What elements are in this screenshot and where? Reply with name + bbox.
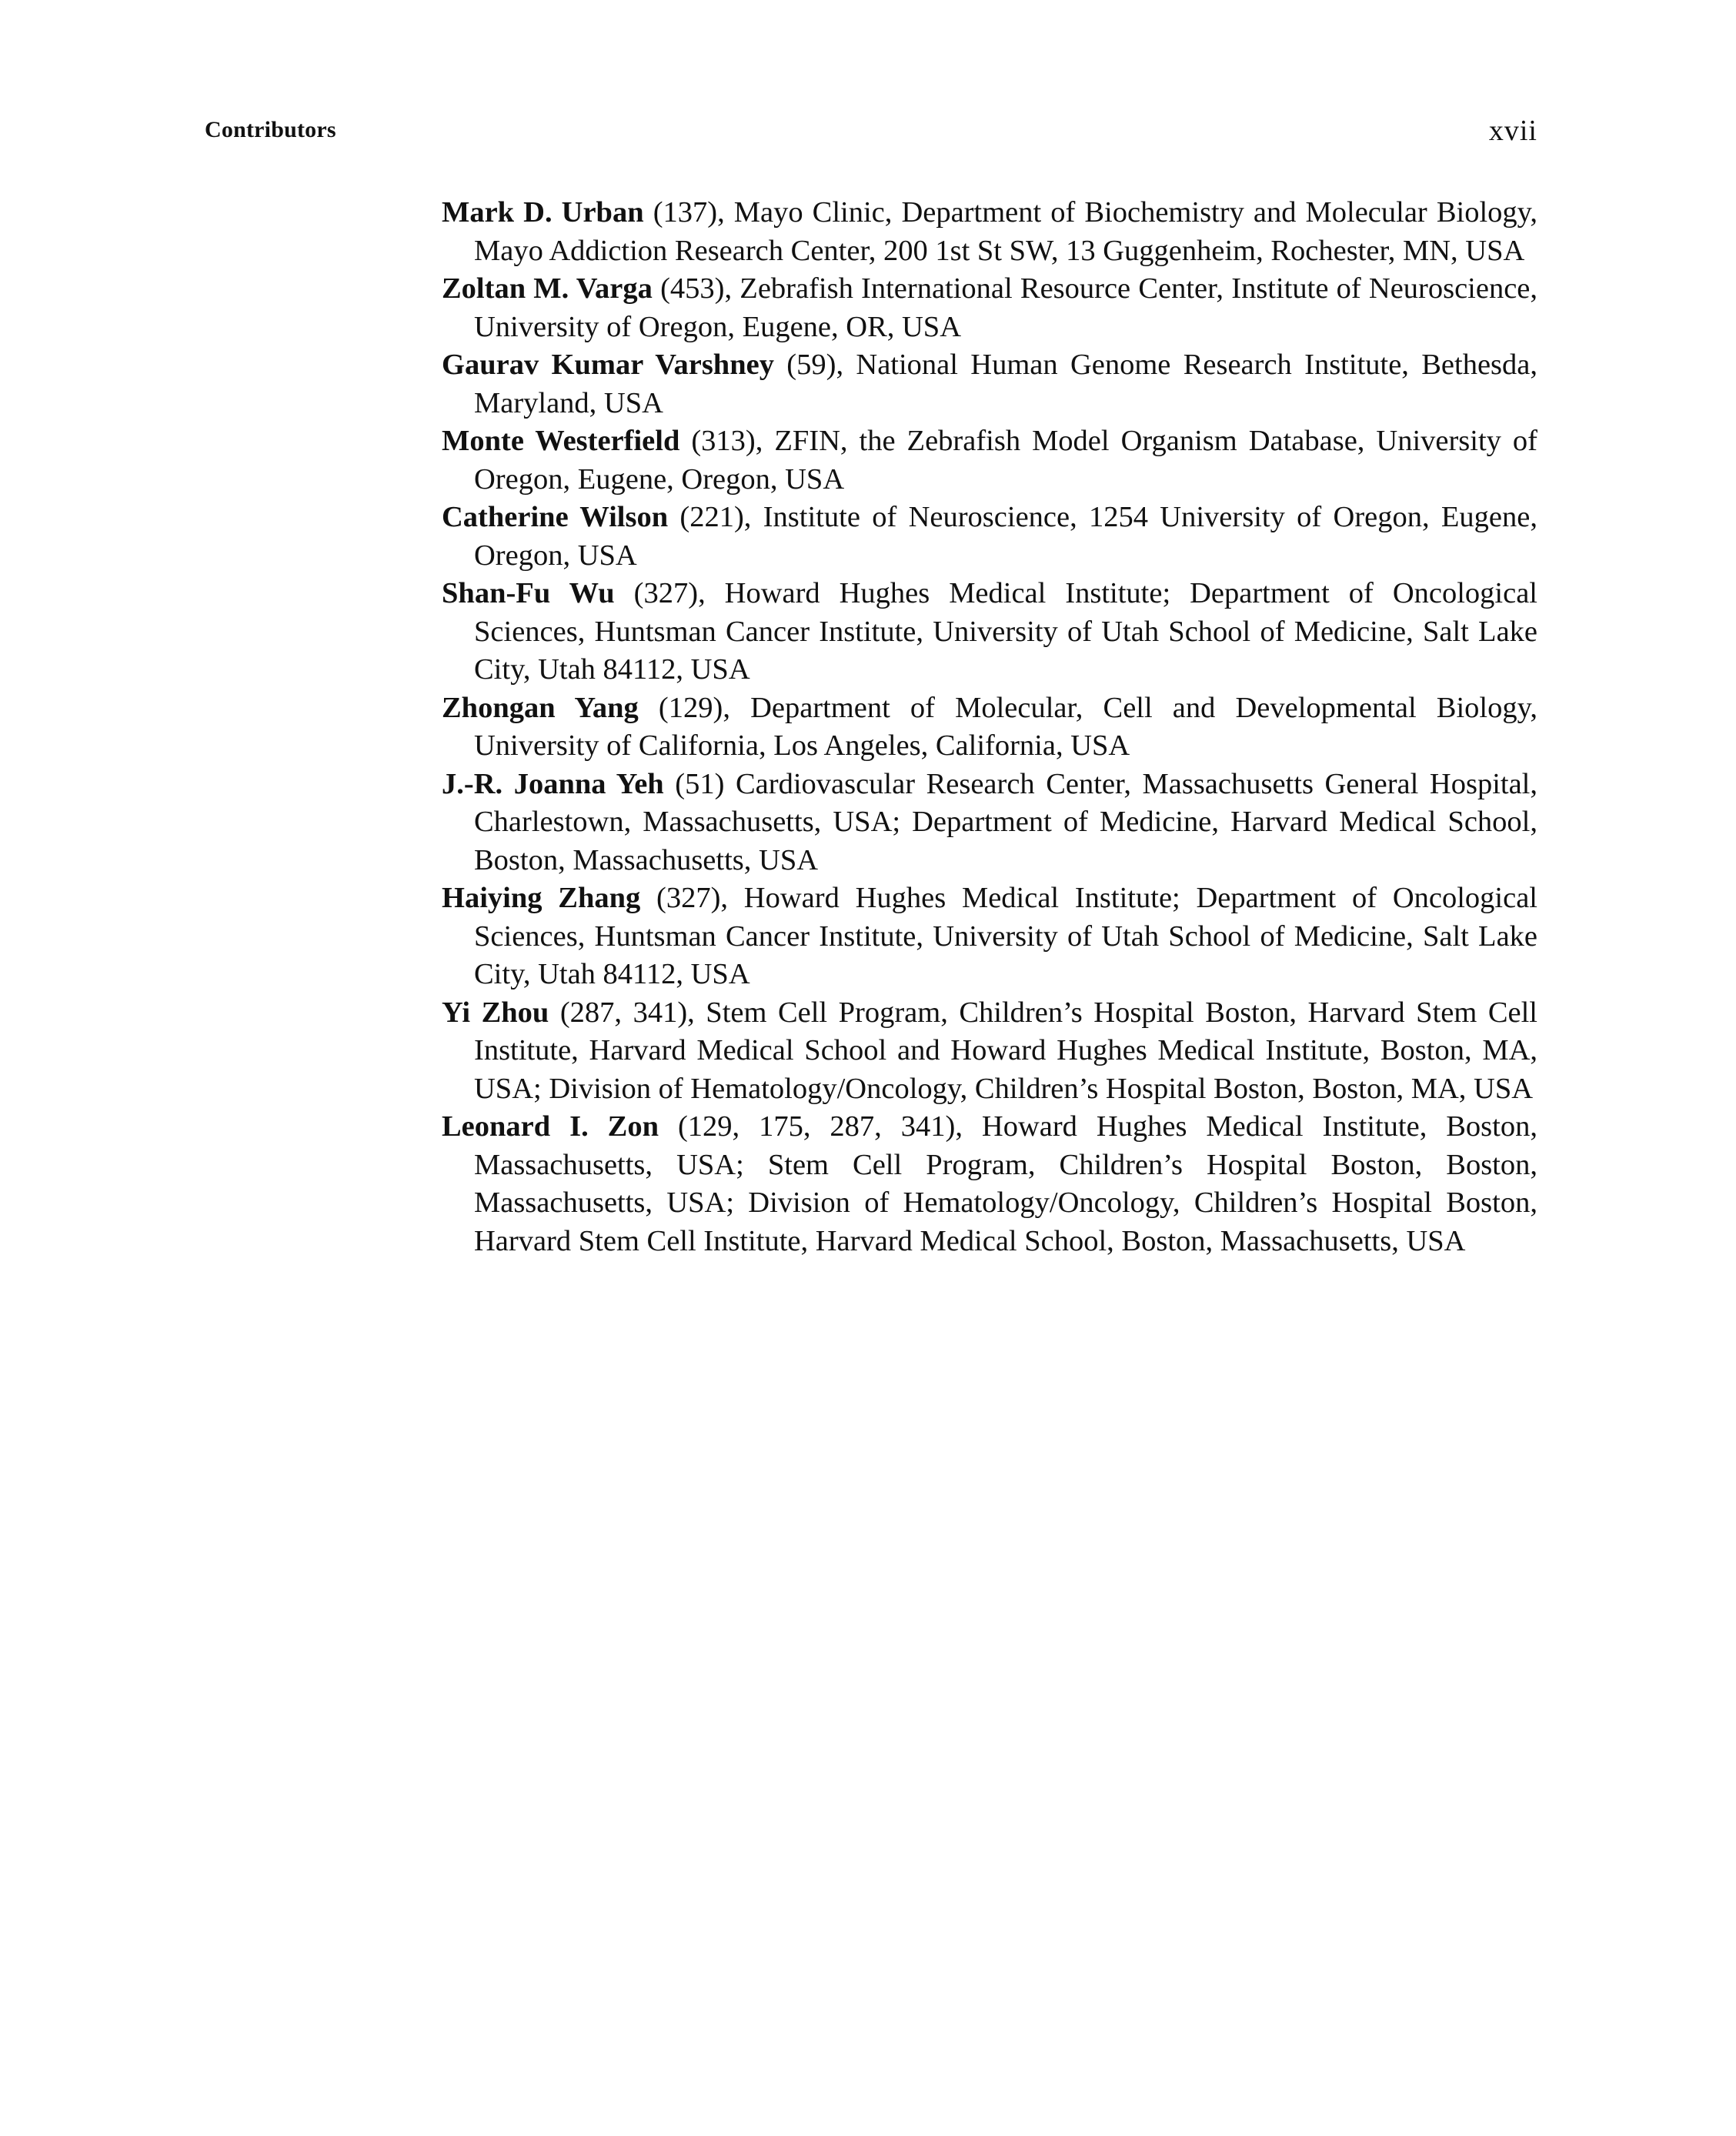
contributor-list <box>442 194 1537 1260</box>
contributor-details: (313), ZFIN, the Zebrafish Model Organism Database, University of Oregon, Eugene, Oregon, USA <box>474 425 1537 496</box>
contributor-name: Zhongan Yang <box>442 691 639 724</box>
contributor-name: J.-R. Joanna Yeh <box>442 767 664 800</box>
contributor-entry <box>442 689 1537 766</box>
page-number: xvii <box>1488 115 1537 147</box>
contributor-details: (327), Howard Hughes Medical Institute; Department of Oncological Sciences, Huntsman Cancer Institute, University of Utah School of Medicine, Salt Lake City, Utah 84112, USA <box>474 577 1537 686</box>
contributor-details: (129), Department of Molecular, Cell and Developmental Biology, University of California, Los Angeles, California, USA <box>474 691 1538 762</box>
contributor-entry <box>442 766 1537 880</box>
contributor-entry <box>442 194 1537 270</box>
contributor-name: Zoltan M. Varga <box>442 272 653 305</box>
contributor-details: (51) Cardiovascular Research Center, Massachusetts General Hospital, Charlestown, Massachusetts, USA; Department of Medicine, Harvard Medical School, Boston, Massachusetts, USA <box>474 767 1537 876</box>
contributor-entry <box>442 879 1537 994</box>
contributor-entry <box>442 994 1537 1109</box>
contributor-details: (129, 175, 287, 341), Howard Hughes Medical Institute, Boston, Massachusetts, USA; Stem Cell Program, Children’s Hospital Boston, Boston, Massachusetts, USA; Division of Hematology/Oncology, Children’s Hospital Boston, Harvard Stem Cell Institute, Harvard Medical School, Boston, Massachusetts, USA <box>474 1110 1537 1257</box>
contributor-name: Shan-Fu Wu <box>442 577 615 609</box>
contributor-entry <box>442 346 1537 422</box>
contributor-name: Gaurav Kumar Varshney <box>442 349 774 381</box>
contributor-name: Yi Zhou <box>442 996 549 1029</box>
contributor-details: (137), Mayo Clinic, Department of Biochemistry and Molecular Biology, Mayo Addiction Research Center, 200 1st St SW, 13 Guggenheim, Rochester, MN, USA <box>474 196 1538 267</box>
contributor-details: (453), Zebrafish International Resource Center, Institute of Neuroscience, University of Oregon, Eugene, OR, USA <box>474 272 1538 343</box>
contributor-name: Catherine Wilson <box>442 501 669 533</box>
contributor-name: Mark D. Urban <box>442 196 644 229</box>
contributor-details: (287, 341), Stem Cell Program, Children’s Hospital Boston, Harvard Stem Cell Institute, Harvard Medical School and Howard Hughes Medical Institute, Boston, MA, USA; Division of Hematology/Oncology, Children’s Hospital Boston, Boston, MA, USA <box>474 996 1537 1105</box>
contributor-entry <box>442 270 1537 346</box>
contributor-details: (221), Institute of Neuroscience, 1254 University of Oregon, Eugene, Oregon, USA <box>474 501 1537 572</box>
contributor-name: Monte Westerfield <box>442 425 680 457</box>
contributor-details: (327), Howard Hughes Medical Institute; Department of Oncological Sciences, Huntsman Cancer Institute, University of Utah School of Medicine, Salt Lake City, Utah 84112, USA <box>474 882 1537 990</box>
contributor-name: Haiying Zhang <box>442 882 641 914</box>
contributor-entry <box>442 575 1537 689</box>
running-head: Contributors <box>205 117 336 142</box>
contributor-entry <box>442 499 1537 575</box>
contributor-entry <box>442 1108 1537 1260</box>
contributor-name: Leonard I. Zon <box>442 1110 659 1143</box>
contributor-entry <box>442 422 1537 499</box>
contributor-details: (59), National Human Genome Research Institute, Bethesda, Maryland, USA <box>474 349 1537 419</box>
